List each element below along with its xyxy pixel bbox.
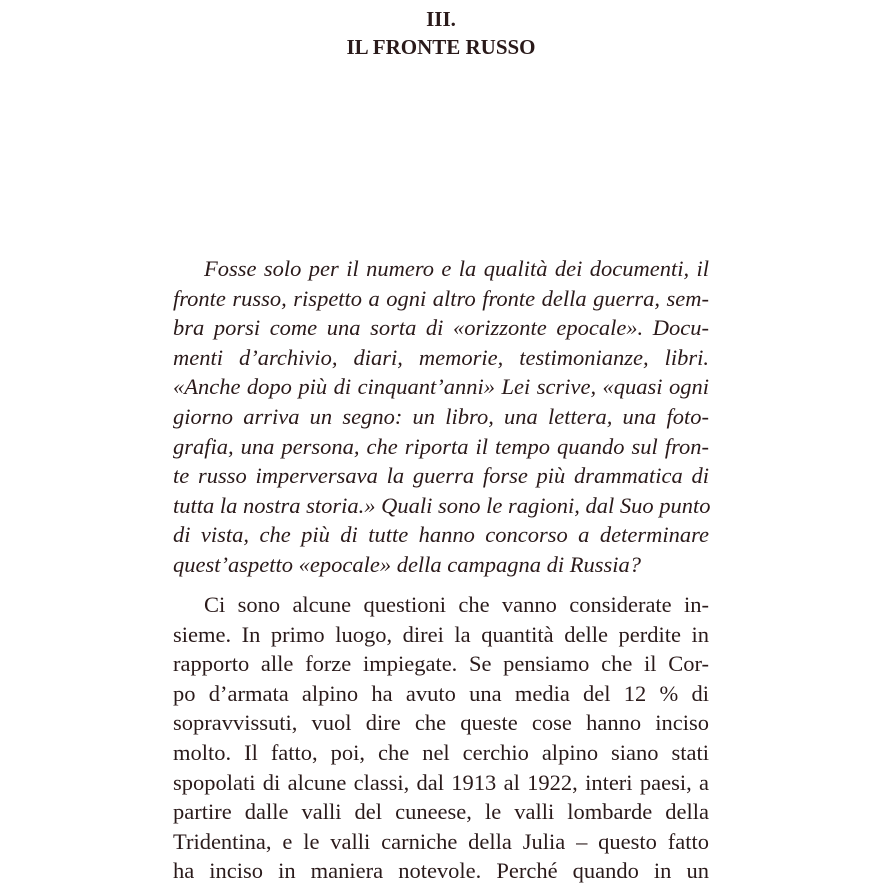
answer-line: sopravvissuti, vuol dire che queste cose hanno inciso — [173, 710, 709, 736]
question-line: bra porsi come una sorta di «orizzonte epocale». Docu- — [173, 315, 709, 341]
interview-question — [173, 254, 709, 580]
question-line: tutta la nostra storia.» Quali sono le ragioni, dal Suo punto — [173, 492, 711, 518]
question-line: fronte russo, rispetto a ogni altro fronte della guerra, sem- — [173, 285, 709, 311]
chapter-number: III. — [426, 7, 456, 31]
answer-line: ha inciso in maniera notevole. Perché quando in un — [173, 858, 709, 884]
question-line: «Anche dopo più di cinquant’anni» Lei scrive, «quasi ogni — [173, 374, 709, 400]
answer-line: po d’armata alpino ha avuto una media del 12 % di — [173, 680, 709, 706]
interview-answer — [173, 590, 709, 886]
question-line: grafia, una persona, che riporta il tempo quando sul fron- — [173, 433, 709, 459]
answer-line: rapporto alle forze impiegate. Se pensiamo che il Cor- — [173, 651, 709, 677]
answer-line: partire dalle valli del cuneese, le valli lombarde della — [173, 799, 709, 825]
answer-line: Tridentina, e le valli carniche della Julia – questo fatto — [173, 828, 709, 854]
answer-line: spopolati di alcune classi, dal 1913 al 1922, interi paesi, a — [173, 769, 709, 795]
question-line: di vista, che più di tutte hanno concorso a determinare — [173, 522, 709, 548]
question-line: quest’aspetto «epocale» della campagna di Russia? — [173, 551, 642, 577]
answer-line: molto. Il fatto, poi, che nel cerchio alpino siano stati — [173, 739, 709, 765]
question-line: Fosse solo per il numero e la qualità dei documenti, il — [204, 256, 709, 281]
answer-line: Ci sono alcune questioni che vanno considerate in- — [204, 592, 709, 617]
chapter-title: IL FRONTE RUSSO — [346, 35, 536, 59]
answer-line: sieme. In primo luogo, direi la quantità delle perdite in — [173, 621, 709, 647]
question-line: giorno arriva un segno: un libro, una lettera, una foto- — [173, 403, 709, 429]
question-line: te russo imperversava la guerra forse più drammatica di — [173, 463, 709, 489]
question-line: menti d’archivio, diari, memorie, testimonianze, libri. — [173, 344, 709, 370]
